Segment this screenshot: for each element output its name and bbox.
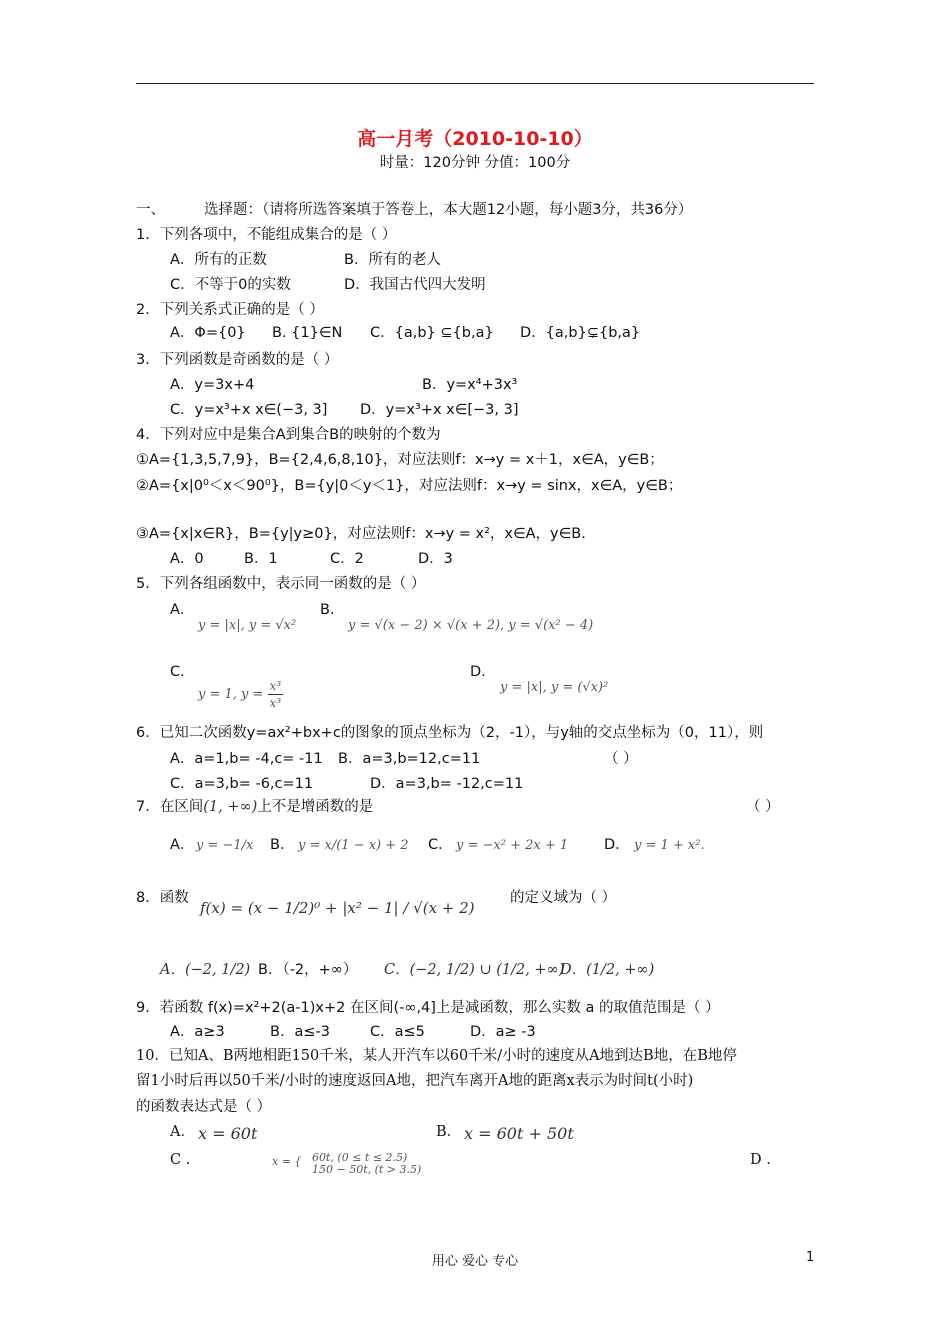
q7-interval: (1, +∞): [203, 799, 258, 815]
q5-option-c-math: y = 1, y = $\frac{\text{x³}}{\text{x³}}$: [198, 679, 282, 710]
q7-option-d-math: y = 1 + x².: [634, 838, 705, 853]
q1-stem: 1．下列各项中，不能组成集合的是（ ）: [136, 227, 397, 243]
q6-option-c: C．a=3,b= -6,c=11: [170, 776, 314, 792]
header-rule: [136, 83, 814, 84]
q8-stem-post: 的定义域为（ ）: [510, 890, 617, 906]
q7-option-d-label: D．: [604, 837, 630, 853]
q6-answer-paren: （ ）: [604, 751, 638, 767]
q7-option-b-math: y = x/(1 − x) + 2: [298, 838, 409, 853]
q5-option-c-label: C．: [170, 664, 195, 680]
q5-option-a-math: y = |x|, y = √x²: [198, 618, 297, 633]
q6-option-a: A．a=1,b= -4,c= -11: [170, 751, 323, 767]
q2-option-a: A．Φ={0}: [170, 325, 246, 341]
q3-option-b: B．y=x⁴+3x³: [422, 377, 518, 393]
q9-option-d: D．a≥ -3: [470, 1024, 536, 1040]
q2-option-c: C．{a,b} ⊆{b,a}: [370, 325, 494, 341]
q9-option-b: B．a≤-3: [270, 1024, 330, 1040]
q6-option-b: B．a=3,b=12,c=11: [338, 751, 481, 767]
q5-option-d-math: y = |x|, y = (√x)²: [500, 680, 609, 695]
q4-option-a: A．0: [170, 551, 204, 567]
q9-option-c: C．a≤5: [370, 1024, 425, 1040]
q6-option-d: D．a=3,b= -12,c=11: [370, 776, 524, 792]
q4-mapping-2: ②A={x|0⁰＜x＜90⁰}，B={y|0＜y＜1}，对应法则f：x→y = sinx，x∈A，y∈B；: [136, 478, 683, 494]
q8-function: f(x) = (x − 1/2)⁰ + |x² − 1| / √(x + 2): [200, 899, 475, 917]
q4-mapping-3: ③A={x|x∈R}，B={y|y≥0}，对应法则f：x→y = x²，x∈A，y∈B.: [136, 526, 586, 542]
q10-line-2: 留1小时后再以50千米/小时的速度返回A地，把汽车离开A地的距离x表示为时间t(小时): [136, 1073, 694, 1089]
q7-stem-post: 上不是增函数的是: [257, 799, 374, 815]
q3-option-c: C．y=x³+x x∈(−3, 3]: [170, 402, 328, 418]
q10-c-case-2: 150 − 50t, (t > 3.5): [312, 1163, 422, 1176]
q5-c-denominator: x³: [269, 696, 282, 710]
exam-subtitle: 时量：120分钟 分值：100分: [379, 155, 571, 171]
section-heading: 选择题：（请将所选答案填于答卷上，本大题12小题，每小题3分，共36分）: [204, 202, 693, 218]
q10-line-1: 10．已知A、B两地相距150千米，某人开汽车以60千米/小时的速度从A地到达B地，在B地停: [136, 1048, 737, 1064]
footer-slogan: 用心 爱心 专心: [431, 1254, 519, 1269]
q2-stem: 2．下列关系式正确的是（ ）: [136, 302, 324, 318]
q8-option-c: C．(−2, 1/2) ∪ (1/2, +∞): [384, 962, 565, 978]
q7-stem-pre: 7．在区间: [136, 799, 204, 815]
q7-option-b-label: B．: [270, 837, 295, 853]
q4-mapping-1: ①A={1,3,5,7,9}，B={2,4,6,8,10}，对应法则f：x→y = x＋1，x∈A，y∈B；: [136, 452, 664, 468]
q4-stem: 4．下列对应中是集合A到集合B的映射的个数为: [136, 427, 441, 443]
q4-option-d: D．3: [418, 551, 453, 567]
q7-option-c-math: y = −x² + 2x + 1: [456, 838, 569, 853]
q8-option-d: D．(1/2, +∞): [560, 962, 655, 978]
q10-c-case-1: 60t, (0 ≤ t ≤ 2.5): [312, 1151, 408, 1164]
q5-option-d-label: D．: [470, 664, 496, 680]
exam-title: 高一月考（2010-10-10）: [357, 128, 593, 150]
q1-option-d: D．我国古代四大发明: [344, 277, 486, 293]
q7-stem: [136, 797, 373, 817]
q10-option-a-label: A．: [170, 1124, 195, 1140]
q3-stem: 3．下列函数是奇函数的是（ ）: [136, 352, 339, 368]
q10-option-a-math: x = 60t: [198, 1124, 258, 1143]
q7-option-c-label: C．: [428, 837, 453, 853]
q10-option-b-label: B．: [436, 1124, 462, 1140]
q8-option-a: A．(−2, 1/2): [160, 962, 251, 978]
section-number: 一、: [136, 202, 165, 218]
q2-option-b: B. {1}∈N: [272, 325, 343, 341]
q5-option-a-label: A．: [170, 602, 195, 618]
q10-option-b-math: x = 60t + 50t: [464, 1124, 574, 1143]
q10-option-c-label: C .: [170, 1152, 191, 1168]
q4-option-c: C．2: [330, 551, 364, 567]
q8-stem-pre: 8．函数: [136, 890, 189, 906]
q1-option-b: B．所有的老人: [344, 252, 441, 268]
q9-option-a: A．a≥3: [170, 1024, 225, 1040]
q3-option-d: D．y=x³+x x∈[−3, 3]: [360, 402, 519, 418]
q7-answer-paren: （ ）: [746, 799, 780, 815]
q6-stem: 6．已知二次函数y=ax²+bx+c的图象的顶点坐标为（2，-1），与y轴的交点坐标为（0，11），则: [136, 725, 764, 741]
q10-line-3: 的函数表达式是（ ）: [136, 1099, 272, 1115]
q1-option-c: C．不等于0的实数: [170, 277, 291, 293]
q5-c-numerator: x³: [269, 679, 282, 693]
page-number: 1: [806, 1250, 815, 1265]
q8-option-b: B．（-2，+∞）: [258, 962, 358, 978]
q9-stem: 9．若函数 f(x)=x²+2(a-1)x+2 在区间(-∞,4]上是减函数，那么实数 a 的取值范围是（ ）: [136, 1000, 720, 1016]
q3-option-a: A．y=3x+4: [170, 377, 255, 393]
q10-option-d-label: D .: [750, 1152, 771, 1168]
q5-option-b-math: y = √(x − 2) × √(x + 2), y = √(x² − 4): [348, 618, 594, 633]
exam-page: 高一月考（2010-10-10） 时量：120分钟 分值：100分 一、 选择题：（请将所选答案填于答卷上，本大题12小题，每小题3分，共36分） 1．下列各项中，不能组成集合的是（ ） A．所有的正数 B．所有的老人 C．不等于0的实数 D．我国古代四大发明 2．下列关系式正确的是（ ） A．Φ={0} B. {1}∈N C．{a,b} ⊆{b,a} D．{a,b}⊊{b,a} 3．下列函数是奇函数的是（ ） A．y=3x+4 B．y=x⁴+3x³ C．y=x³+x x∈(−3, 3] D．y=x³+x x∈[−3, 3] 4．下列对应中是集合A到集合B的映射的个数为 ①A={1,3,5,7,9}，B={2,4,6,8,10}，对应法则f：x→y = x＋1，x∈A，y∈B； ②A={x|0⁰＜x＜90⁰}，B={y|0＜y＜1}，对应法则f：x→y = sinx，x∈A，y∈B； ③A={x|x∈R}，B={y|y≥0}，对应法则f：x→y = x²，x∈A，y∈B. A．0 B．1 C．2 D．3 5．下列各组函数中，表示同一函数的是（ ） A． y = |x|, y = √x² B． y = √(x − 2) × √(x + 2), y = √(x² − 4) C． y = 1, y = $\frac{\text{x³}}{\text{x³}}$ D． y = |x|, y = (√x)² 6．已知二次函数y=ax²+bx+c的图象的顶点坐标为（2，-1），与y轴的交点坐标为（0，11），则 A．a=1,b= -4,c= -11 B．a=3,b=12,c=11 （ ） C．a=3,b= -6,c=11 D．a=3,b= -12,c=11 7．在区间(1, +∞)上不是增函数的是 （ ） A． y = −1/x B． y = x/(1 − x) + 2 C． y = −x² + 2x + 1 D． y = 1 + x². 8．函数 f(x) = (x − 1/2)⁰ + |x² − 1| / √(x + 2) 的定义域为（ ） A．(−2, 1/2) B．（-2，+∞） C．(−2, 1/2) ∪ (1/2, +∞) D．(1/2, +∞) 9．若函数 f(x)=x²+2(a-1)x+2 在区间(-∞,4]上是减函数，那么实数 a 的取值范围是（ ） A．a≥3 B．a≤-3 C．a≤5 D．a≥ -3 10．已知A、B两地相距150千米，某人开汽车以60千米/小时的速度从A地到达B地，在B地停 留1小时后再以50千米/小时的速度返回A地，把汽车离开A地的距离x表示为时间t(小时) 的函数表达式是（ ） A． x = 60t B． x = 60t + 50t C . x = { 60t, (0 ≤ t ≤ 2.5) 150 − 50t, (t > 3.5) D . 用心 爱心 专心 1: [0, 0, 950, 1344]
q1-option-a: A．所有的正数: [170, 252, 267, 268]
q2-option-d: D．{a,b}⊊{b,a}: [520, 325, 641, 341]
q4-option-b: B．1: [244, 551, 278, 567]
q5-option-b-label: B．: [320, 602, 345, 618]
q7-option-a-math: y = −1/x: [196, 838, 254, 853]
q5-stem: 5．下列各组函数中，表示同一函数的是（ ）: [136, 576, 426, 592]
q7-option-a-label: A．: [170, 837, 195, 853]
